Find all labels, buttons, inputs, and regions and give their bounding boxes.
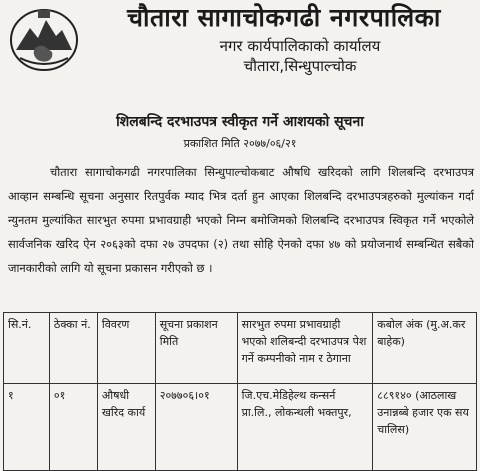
- cell-contract-no: ०१: [49, 384, 97, 471]
- notice-body: [8, 160, 474, 280]
- publish-date: प्रकाशित मिति २०७७/०६/२१: [183, 137, 297, 150]
- municipality-emblem: [8, 6, 80, 72]
- table-header-row: [4, 313, 477, 384]
- header-description: विवरण: [97, 313, 155, 384]
- header-company: सारभुत रुपमा प्रभावग्राही भएको शलिबन्दी दरभाउपत्र पेश गर्ने कम्पनीको नाम र ठेगाना: [237, 313, 373, 384]
- notice-heading: शिलबन्दि दरभाउपत्र स्वीकृत गर्ने आशयको सूचना: [116, 114, 364, 130]
- bid-table: [3, 312, 477, 471]
- table-row: [4, 384, 477, 471]
- header-contract-no: ठेक्का नं.: [49, 313, 97, 384]
- municipality-title: चौतारा सागाचोकगढी नगरपालिका: [127, 3, 441, 32]
- cell-bid-amount: ८८९१४० (आठलाख उनान्नब्बे हजार एक सय चालिस): [373, 384, 477, 471]
- cell-description: औषधी खरिद कार्य: [97, 384, 155, 471]
- cell-company: जि.एच.मेडिहेल्थ कन्सर्न प्रा.लि., लोकन्थली भक्तपुर,: [237, 384, 373, 471]
- header-publish-date: सूचना प्रकाशन मिति: [155, 313, 237, 384]
- cell-publish-date: २०७७०६।०१: [155, 384, 237, 471]
- notice-paragraph: चौतारा सागाचोकगढी नगरपालिका सिन्धुपाल्चोकबाट औषधि खरिदको लागि शिलबन्दि दरभाउपत्र आव्हान सम्बन्धि सूचना अनुसार रितपुर्वक म्याद भित्र दर्ता हुन आएका शिलबन्दि दरभाउपत्रहरुको मुल्यांकन गर्दा न्युनतम मुल्यांकित सारभुत रुपमा प्रभावग्राही भएको निम्न बमोजिमको शिलबन्दि दरभाउपत्र स्विकृत गर्ने भएकोले सार्वजनिक खरिद ऐन २०६३को दफा २७ उपदफा (२) तथा सोहि ऐनको दफा ४७ को प्रयोजनार्थ सम्बन्धित सबैको जानकारीको लागि यो सूचना प्रकासन गरीएको छ ।: [8, 165, 474, 275]
- cell-sn: १: [4, 384, 50, 471]
- office-subtitle: नगर कार्यपालिकाको कार्यालय: [219, 37, 381, 55]
- header-bid-amount: कबोल अंक (मु.अ.कर बाहेक): [373, 313, 477, 384]
- location-subtitle: चौतारा,सिन्धुपाल्चोक: [243, 57, 357, 75]
- header-sn: सि.नं.: [4, 313, 50, 384]
